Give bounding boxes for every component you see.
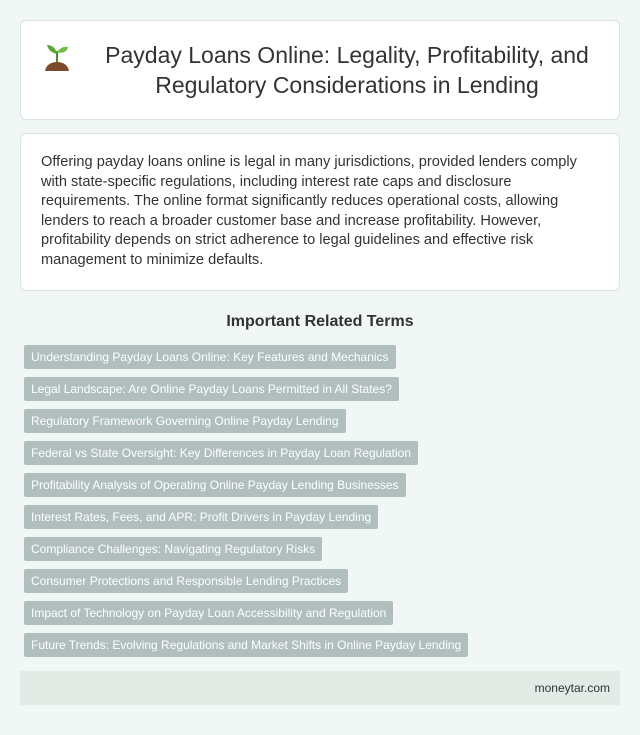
term-tag-link[interactable]: Consumer Protections and Responsible Lending Practices (24, 569, 348, 593)
list-item (24, 505, 620, 529)
title-card (20, 20, 620, 120)
related-terms-heading: Important Related Terms (226, 313, 414, 330)
footer (20, 671, 620, 705)
footer-site-name: moneytar.com (534, 681, 610, 695)
list-item (24, 537, 620, 561)
related-terms-list (24, 345, 620, 665)
term-tag-link[interactable]: Future Trends: Evolving Regulations and Market Shifts in Online Payday Lending (24, 633, 468, 657)
term-tag-link[interactable]: Profitability Analysis of Operating Online Payday Lending Businesses (24, 473, 406, 497)
list-item (24, 377, 620, 401)
list-item (24, 633, 620, 657)
summary-text: Offering payday loans online is legal in many jurisdictions, provided lenders comply with state-specific regulations, including interest rate caps and disclosure requirements. The online format significantly reduces operational costs, allowing lenders to reach a broader customer base and increase profitability. However, profitability depends on strict adherence to legal guidelines and effective risk management to minimize defaults. (41, 154, 577, 268)
page-title: Payday Loans Online: Legality, Profitability, and Regulatory Considerations in Lending (105, 42, 589, 98)
summary-card (20, 133, 620, 291)
title-row (40, 40, 600, 100)
term-tag-link[interactable]: Federal vs State Oversight: Key Differences in Payday Loan Regulation (24, 441, 418, 465)
term-tag-link[interactable]: Regulatory Framework Governing Online Payday Lending (24, 409, 346, 433)
sprout-icon (40, 42, 74, 72)
list-item (24, 569, 620, 593)
list-item (24, 601, 620, 625)
term-tag-link[interactable]: Legal Landscape: Are Online Payday Loans Permitted in All States? (24, 377, 399, 401)
term-tag-link[interactable]: Interest Rates, Fees, and APR: Profit Drivers in Payday Lending (24, 505, 378, 529)
list-item (24, 441, 620, 465)
term-tag-link[interactable]: Understanding Payday Loans Online: Key Features and Mechanics (24, 345, 396, 369)
term-tag-link[interactable]: Compliance Challenges: Navigating Regulatory Risks (24, 537, 322, 561)
term-tag-link[interactable]: Impact of Technology on Payday Loan Accessibility and Regulation (24, 601, 393, 625)
list-item (24, 409, 620, 433)
list-item (24, 473, 620, 497)
list-item (24, 345, 620, 369)
